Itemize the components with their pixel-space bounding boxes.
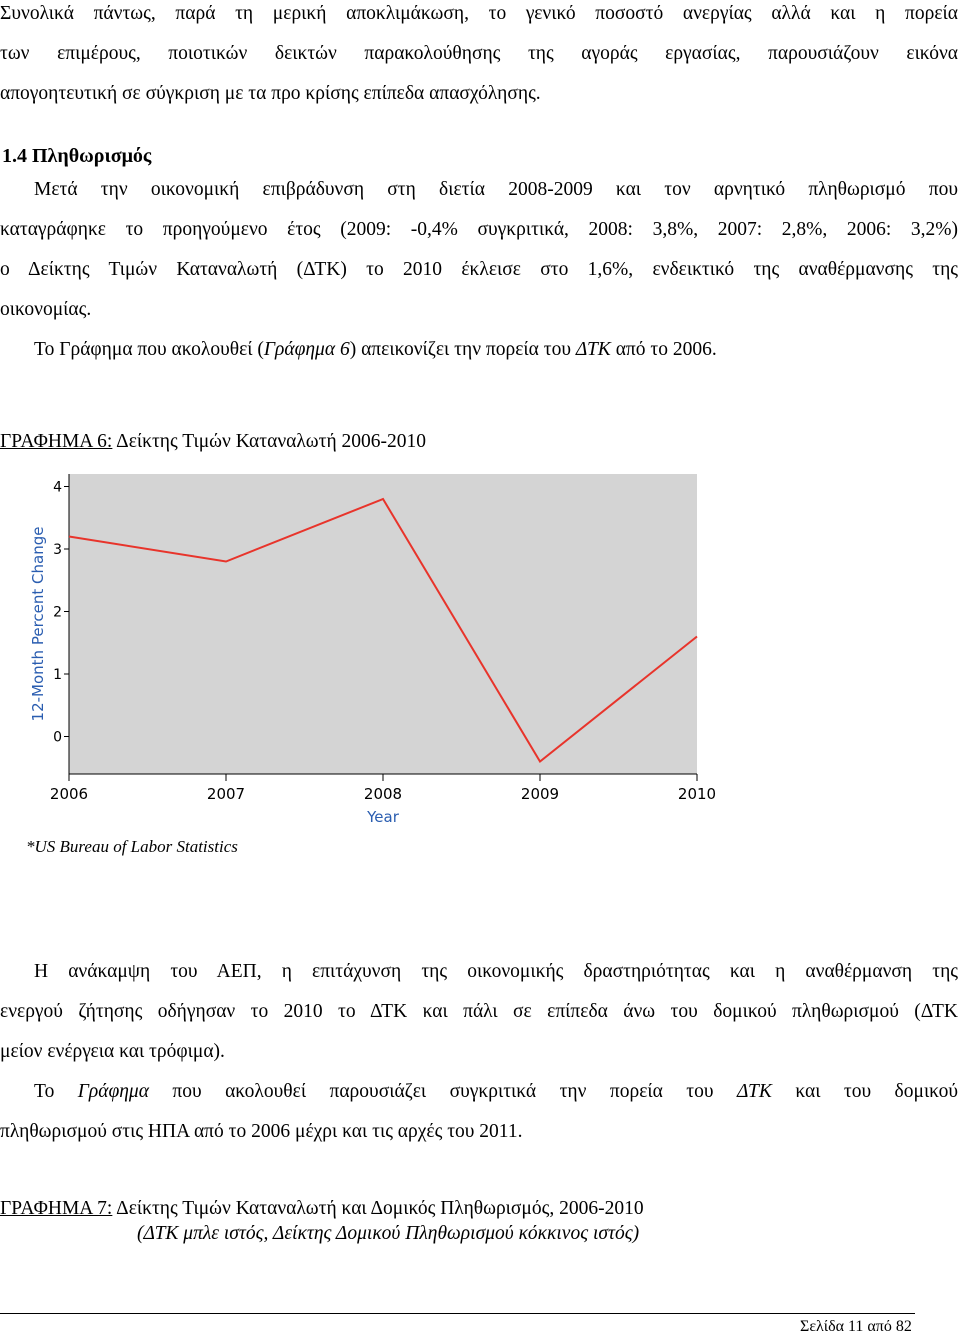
x-tick-label: 2010 — [677, 785, 717, 803]
p3-line-3: μείον ενέργεια και τρόφιμα). — [0, 1041, 225, 1062]
page-number: Σελίδα 11 από 82 — [800, 1318, 912, 1335]
p4-text-c: που ακολουθεί παρουσιάζει συγκριτικά την πορεία του — [148, 1081, 737, 1102]
p4-line-1 — [34, 1080, 958, 1104]
cpi-line-chart — [0, 462, 740, 834]
p3-line-2: ενεργού ζήτησης οδήγησαν το 2010 το ΔΤΚ και πάλι σε επίπεδα άνω του δομικού πληθωρισμού (ΔΤΚ — [0, 1001, 958, 1022]
figure7-label: ΓΡΑΦΗΜΑ 7: — [0, 1198, 113, 1219]
x-axis-label: Year — [367, 808, 399, 826]
p2-line — [34, 338, 960, 362]
figure6-source: *US Bureau of Labor Statistics — [26, 837, 238, 856]
y-tick-label: 1 — [53, 667, 62, 683]
footer-rule — [0, 1313, 915, 1314]
p1-line-3: ο Δείκτης Τιμών Καταναλωτή (ΔΤΚ) το 2010 έκλεισε στο 1,6%, ενδεικτικό της αναθέρμανσης της — [0, 259, 958, 280]
y-tick-label: 3 — [53, 542, 62, 558]
y-axis-label: 12-Month Percent Change — [29, 526, 47, 722]
intro-line-2: των επιμέρους, ποιοτικών δεικτών παρακολούθησης της αγοράς εργασίας, παρουσιάζουν εικόνα — [0, 43, 958, 64]
x-tick-label: 2008 — [363, 785, 403, 803]
intro-line-1: Συνολικά πάντως, παρά τη μερική αποκλιμάκωση, το γενικό ποσοστό ανεργίας αλλά και η πορεία — [0, 3, 958, 24]
p4-text-e: και του δομικού — [771, 1081, 958, 1102]
figure7-subtitle: (ΔΤΚ μπλε ιστός, Δείκτης Δομικού Πληθωρισμού κόκκινος ιστός) — [137, 1223, 640, 1244]
p2-text-a: Το Γράφημα που ακολουθεί ( — [34, 339, 264, 360]
x-tick-label: 2007 — [206, 785, 246, 803]
p4-text-b: Γράφημα — [77, 1081, 149, 1102]
p2-text-d: ΔΤΚ — [575, 339, 611, 360]
figure6-label: ΓΡΑΦΗΜΑ 6: — [0, 431, 113, 452]
p4-text-a: Το — [34, 1081, 78, 1102]
y-tick-label: 0 — [53, 729, 62, 746]
p3-line-1: Η ανάκαμψη του ΑΕΠ, η επιτάχυνση της οικονομικής δραστηριότητας και η αναθέρμανση της — [34, 961, 958, 982]
figure7-caption — [0, 1197, 958, 1221]
y-axis — [53, 474, 69, 774]
figure6-title: Δείκτης Τιμών Καταναλωτή 2006-2010 — [112, 431, 427, 452]
figure6-caption — [0, 430, 958, 454]
y-tick-label: 2 — [53, 604, 62, 621]
x-tick-label: 2006 — [49, 785, 89, 803]
plot-background — [69, 474, 697, 774]
intro-line-3: απογοητευτική σε σύγκριση με τα προ κρίσης επίπεδα απασχόλησης. — [0, 83, 541, 104]
x-axis — [50, 774, 716, 803]
x-tick-label: 2009 — [520, 785, 560, 803]
p2-text-b: Γράφημα 6 — [263, 339, 350, 360]
p1-line-4: οικονομίας. — [0, 299, 92, 320]
section-heading: 1.4 Πληθωρισμός — [2, 145, 152, 167]
p1-line-1: Μετά την οικονομική επιβράδυνση στη διετία 2008-2009 και τον αρνητικό πληθωρισμό που — [34, 179, 958, 200]
p4-line-2: πληθωρισμού στις ΗΠΑ από το 2006 μέχρι και τις αρχές του 2011. — [0, 1121, 523, 1142]
p1-line-2: καταγράφηκε το προηγούμενο έτος (2009: -0,4% συγκριτικά, 2008: 3,8%, 2007: 2,8%, 2006: 3,2%) — [0, 219, 958, 240]
p2-text-e: από το 2006. — [610, 339, 717, 360]
figure7-title: Δείκτης Τιμών Καταναλωτή και Δομικός Πληθωρισμός, 2006-2010 — [112, 1198, 644, 1219]
p4-text-d: ΔΤΚ — [736, 1081, 772, 1102]
y-tick-label: 4 — [53, 479, 62, 496]
p2-text-c: ) απεικονίζει την πορεία του — [349, 339, 576, 360]
